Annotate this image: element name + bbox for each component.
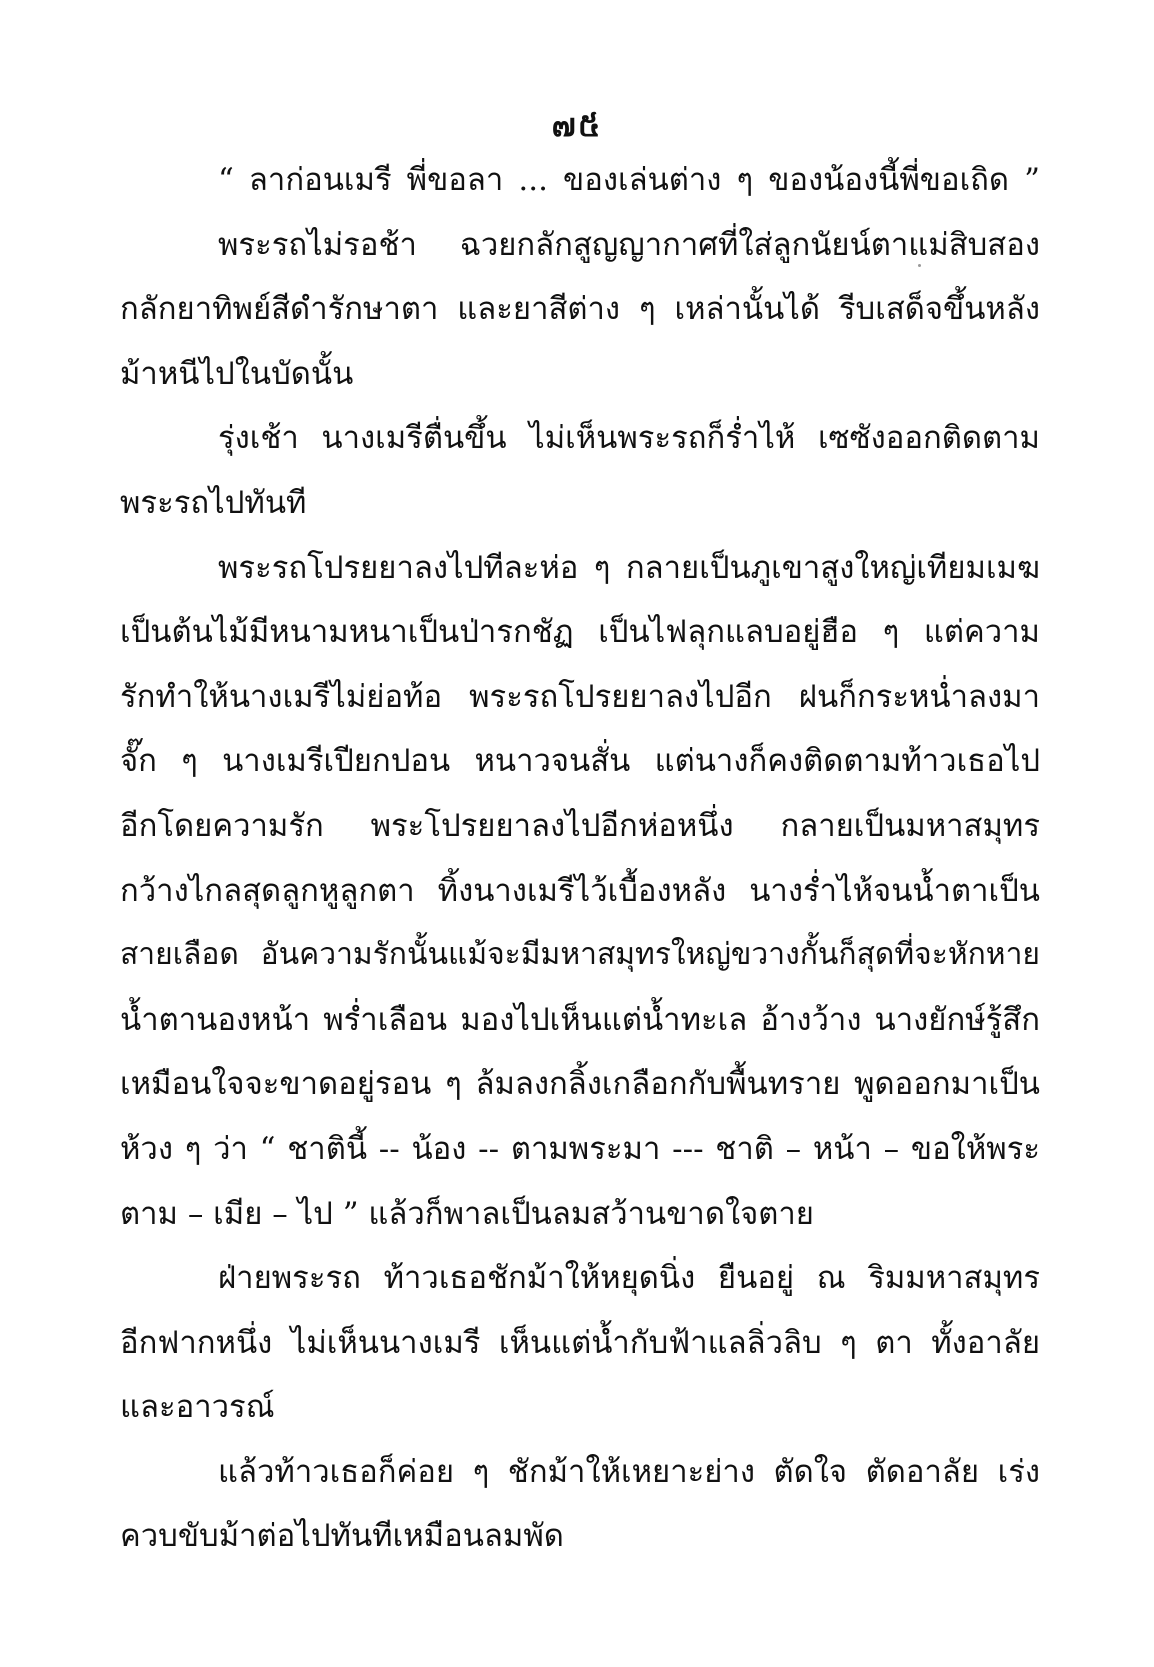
text-line: พระรถโปรยยาลงไปทีละห่อ ๆ กลายเป็นภูเขาสูงใหญ่เทียมเมฆ [218, 549, 1040, 586]
text-line: สายเลือด อันความรักนั้นแม้จะมีมหาสมุทรใหญ่ขวางกั้นก็สุดที่จะหักหาย [120, 937, 1040, 973]
text-line: แล้วท้าวเธอก็ค่อย ๆ ชักม้าให้เหยาะย่าง ตัดใจ ตัดอาลัย เร่ง [218, 1453, 1040, 1490]
text-line: รักทำให้นางเมรีไม่ย่อท้อ พระรถโปรยยาลงไปอีก ฝนก็กระหน่ำลงมา [120, 678, 1040, 715]
text-line: “ ลาก่อนเมรี พี่ขอลา ... ของเล่นต่าง ๆ ของน้องนี้พี่ขอเถิด ” [218, 162, 1040, 198]
page-number: ๗៥ [551, 106, 603, 144]
text-line: ควบขับม้าต่อไปทันทีเหมือนลมพัด [120, 1518, 564, 1555]
text-line: ฝ่ายพระรถ ท้าวเธอชักม้าให้หยุดนิ่ง ยืนอยู่ ณ ริมมหาสมุทร [218, 1260, 1040, 1297]
text-line: อีกโดยความรัก พระโปรยยาลงไปอีกห่อหนึ่ง กลายเป็นมหาสมุทร [120, 807, 1040, 844]
body-text [120, 148, 1040, 1569]
text-line: รุ่งเช้า นางเมรีตื่นขึ้น ไม่เห็นพระรถก็ร่ำไห้ เซซังออกติดตาม [218, 420, 1040, 457]
text-line: น้ำตานองหน้า พร่ำเลือน มองไปเห็นแต่น้ำทะเล อ้างว้าง นางยักษ์รู้สึก [120, 1001, 1040, 1038]
text-line: พระรถไม่รอช้า ฉวยกลักสูญญากาศที่ใส่ลูกนัยน์ตาแม่สิบสอง [218, 226, 1040, 263]
text-line: ห้วง ๆ ว่า “ ชาตินี้ -- น้อง -- ตามพระมา --- ชาติ – หน้า – ขอให้พระ [120, 1130, 1040, 1167]
text-line: เป็นต้นไม้มีหนามหนาเป็นป่ารกชัฏ เป็นไฟลุกแลบอยู่ฮือ ๆ แต่ความ [120, 614, 1040, 651]
text-line: พระรถไปทันที [120, 484, 307, 521]
text-line: จั๊ก ๆ นางเมรีเปียกปอน หนาวจนสั่น แต่นางก็คงติดตามท้าวเธอไป [120, 743, 1040, 780]
text-line: อีกฟากหนึ่ง ไม่เห็นนางเมรี เห็นแต่น้ำกับฟ้าแลลิ่วลิบ ๆ ตา ทั้งอาลัย [120, 1324, 1040, 1361]
text-line: ม้าหนีไปในบัดนั้น [120, 355, 354, 392]
text-line: กว้างไกลสุดลูกหูลูกตา ทิ้งนางเมรีไว้เบื้องหลัง นางร่ำไห้จนน้ำตาเป็น [120, 872, 1040, 909]
text-line: ตาม – เมีย – ไป ” แล้วก็พาลเป็นลมสว้านขาดใจตาย [120, 1195, 814, 1232]
text-line: เหมือนใจจะขาดอยู่รอน ๆ ล้มลงกลิ้งเกลือกกับพื้นทราย พูดออกมาเป็น [120, 1066, 1040, 1103]
text-line: กลักยาทิพย์สีดำรักษาตา และยาสีต่าง ๆ เหล่านั้นได้ รีบเสด็จขึ้นหลัง [120, 291, 1040, 328]
text-line: และอาวรณ์ [120, 1389, 275, 1426]
